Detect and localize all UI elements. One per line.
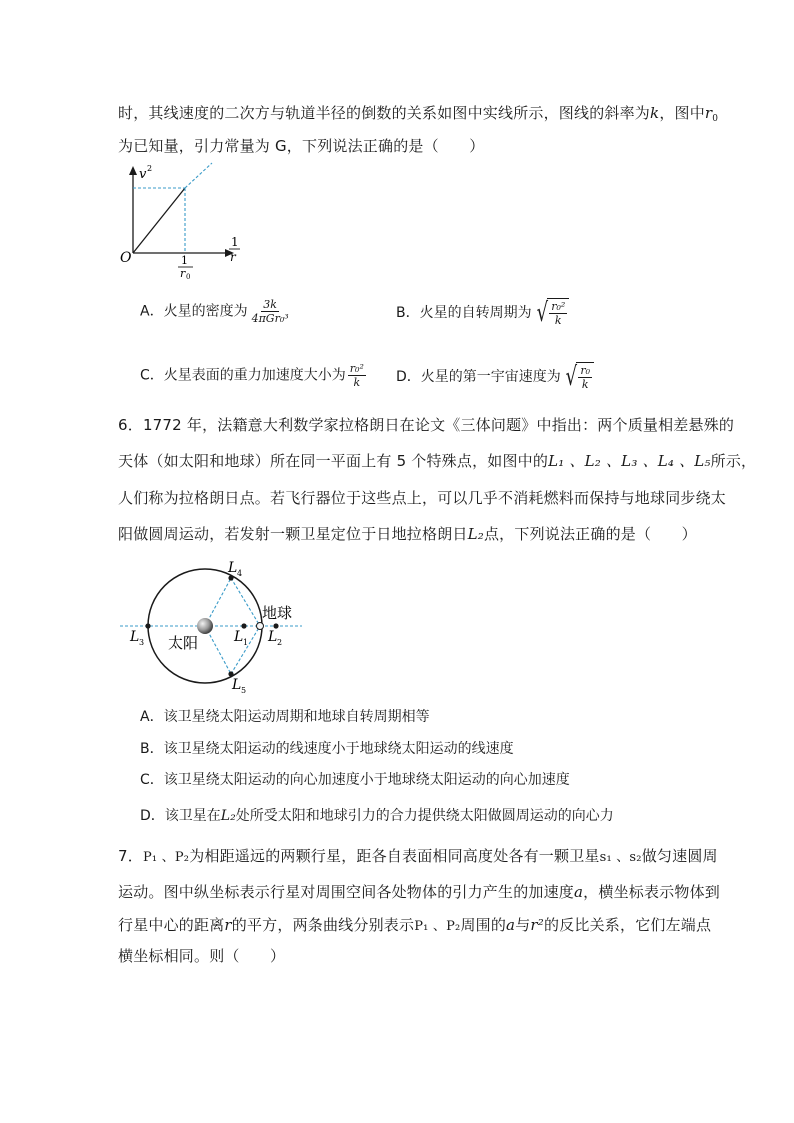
q7-text-line-4 — [118, 945, 285, 966]
q5-option-b-radical: √ — [536, 298, 548, 328]
q5-option-b-label: B．火星的自转周期为 — [396, 305, 532, 321]
q6-option-c-text: C．该卫星绕太阳运动的向心加速度小于地球绕太阳运动的向心加速度 — [140, 772, 570, 788]
q6-l1-label: L — [234, 629, 244, 645]
q7-line3c-text: 周围的 — [460, 916, 507, 934]
q5-option-c-num: r₀² — [349, 362, 364, 375]
q5-origin-label: O — [120, 250, 132, 266]
q6-text-line-1 — [118, 414, 734, 435]
q6-l1-point — [241, 623, 246, 628]
q5-text-line-2 — [118, 135, 484, 156]
q6-option-c[interactable] — [140, 769, 570, 789]
q5-option-d-radical: √ — [565, 362, 577, 392]
q6-l4-point — [228, 575, 233, 580]
q6-l1-sub: 1 — [243, 638, 249, 647]
q7-line2a-text: 运动。图中纵坐标表示行星对周围空间各处物体的引力产生的加速度 — [118, 883, 575, 901]
q6-l5-point — [228, 671, 233, 676]
q7-line4-text: 横坐标相同。则（ ） — [118, 947, 286, 965]
q5-v2-vs-inverse-r-graph — [112, 160, 252, 280]
q7-p1p2-symbols: P₁ 、P₂ — [142, 850, 190, 865]
q6-line1-text: 6．1772 年，法籍意大利数学家拉格朗日在论文《三体问题》中指出：两个质量相差悬殊的 — [118, 416, 735, 434]
q6-l4-sub: 4 — [237, 569, 243, 578]
q5-option-b-num: r₀² — [551, 300, 566, 313]
q5-option-c-den: k — [353, 376, 361, 389]
q5-option-d[interactable] — [396, 362, 594, 392]
q6-line4a-text: 阳做圆周运动，若发射一颗卫星定位于日地拉格朗日 — [118, 525, 468, 543]
q7-r2-symbol: r² — [530, 916, 544, 934]
q5-option-d-label: D．火星的第一宇宙速度为 — [396, 369, 561, 385]
q7-line1a-text: 7． — [118, 847, 143, 865]
q6-line4b-text: 点，下列说法正确的是（ ） — [483, 525, 697, 543]
q6-line2b-text: 所示， — [710, 452, 757, 470]
q7-a-symbol: a — [574, 883, 584, 901]
q6-l2-label: L — [268, 629, 278, 645]
q5-y-label: v — [139, 167, 147, 182]
q7-text-line-1 — [118, 845, 718, 866]
q6-line3-text: 人们称为拉格朗日点。若飞行器位于这些点上，可以几乎不消耗燃料而保持与地球同步绕太 — [118, 489, 727, 507]
q6-option-a-text: A．该卫星绕太阳运动周期和地球自转周期相等 — [140, 709, 430, 725]
q6-l5-sub: 5 — [241, 686, 247, 695]
q5-r0-sub: 0 — [712, 114, 719, 124]
q6-earth-label: 地球 — [262, 604, 293, 622]
q5-option-d-den: k — [581, 378, 589, 391]
q6-earth — [257, 623, 264, 630]
q7-line3b-text: 的平方，两条曲线分别表示 — [231, 916, 415, 934]
q7-s1s2-symbols: s₁ 、s₂ — [599, 850, 642, 865]
q5-option-c-label: C．火星表面的重力加速度大小为 — [140, 367, 346, 384]
q7-line2b-text: ，横坐标表示物体到 — [583, 883, 720, 901]
q6-option-b-text: B．该卫星绕太阳运动的线速度小于地球绕太阳运动的线速度 — [140, 741, 514, 757]
q5-option-a-num: 3k — [263, 298, 277, 311]
q5-x-label-den: r — [230, 250, 236, 264]
q5-dashed-extension — [185, 163, 212, 188]
q7-text-line-3 — [118, 914, 711, 935]
q5-option-d-num: r₀ — [580, 364, 591, 377]
q5-option-b-den: k — [554, 314, 562, 327]
q6-option-d[interactable] — [140, 805, 614, 825]
q5-x-label-num: 1 — [231, 235, 239, 249]
q5-k-symbol: k — [650, 104, 660, 122]
q5-y-axis-arrow — [129, 166, 137, 175]
q6-option-d-l2: L₂ — [220, 808, 236, 824]
q7-a-symbol-2: a — [506, 916, 516, 934]
q5-y-label-sup: 2 — [147, 164, 153, 173]
q6-points-list: L₁ 、L₂ 、L₃ 、L₄ 、L₅ — [548, 452, 711, 470]
q5-text-line-1 — [118, 102, 718, 124]
q6-option-d-text-a: D．该卫星在 — [140, 808, 221, 824]
q6-sun-label: 太阳 — [168, 634, 199, 652]
q6-l2-symbol: L₂ — [467, 525, 484, 543]
q5-tick-den-sub: 0 — [186, 273, 191, 280]
q6-option-b[interactable] — [140, 738, 514, 758]
q6-sun — [197, 618, 213, 634]
q6-text-line-2 — [118, 450, 756, 471]
q5-line2-text: 为已知量，引力常量为 G，下列说法正确的是（ ） — [118, 137, 485, 155]
q5-option-b[interactable] — [396, 298, 569, 328]
q6-l3-label: L — [130, 629, 140, 645]
q6-option-d-text-b: 处所受太阳和地球引力的合力提供绕太阳做圆周运动的向心力 — [235, 808, 614, 824]
q6-l4-label: L — [228, 560, 238, 576]
q6-text-line-3 — [118, 487, 726, 508]
q6-text-line-4 — [118, 523, 697, 544]
q7-line3d-text: 与 — [515, 916, 531, 934]
q5-solid-line — [133, 188, 185, 253]
q5-option-a[interactable] — [140, 298, 293, 325]
q6-sun-to-l4 — [205, 578, 231, 626]
q5-option-a-label: A．火星的密度为 — [140, 303, 248, 320]
q7-p1p2-symbols-2: P₁ 、P₂ — [414, 919, 461, 934]
q6-line2a-text: 天体（如太阳和地球）所在同一平面上有 5 个特殊点，如图中的 — [118, 452, 549, 470]
q6-l2-sub: 2 — [277, 638, 283, 647]
q6-sun-to-l5 — [205, 626, 231, 674]
q5-r0-symbol: r — [704, 104, 713, 122]
q6-option-a[interactable] — [140, 706, 430, 726]
q6-lagrange-points-diagram — [116, 558, 310, 696]
q5-tick-num: 1 — [181, 254, 188, 267]
q7-line1c-text: 做匀速圆周 — [641, 847, 718, 865]
q5-tick-den: r — [180, 267, 186, 280]
q6-l2-point — [273, 623, 278, 628]
q7-r-symbol: r — [224, 916, 232, 934]
q5-line1-text: 时，其线速度的二次方与轨道半径的倒数的关系如图中实线所示，图线的斜率为 — [118, 104, 651, 122]
q6-l3-point — [145, 623, 150, 628]
q5-option-a-den: 4πGr₀³ — [251, 312, 289, 325]
q5-option-c[interactable] — [140, 362, 368, 389]
q5-mid-text: ，图中 — [659, 104, 705, 122]
q7-line3e-text: 的反比关系，它们左端点 — [544, 916, 712, 934]
q7-line3a-text: 行星中心的距离 — [118, 916, 225, 934]
q6-l3-sub: 3 — [139, 638, 145, 647]
q6-l5-label: L — [232, 677, 242, 693]
q7-text-line-2 — [118, 881, 720, 902]
q7-line1b-text: 为相距遥远的两颗行星，距各自表面相同高度处各有一颗卫星 — [189, 847, 600, 865]
